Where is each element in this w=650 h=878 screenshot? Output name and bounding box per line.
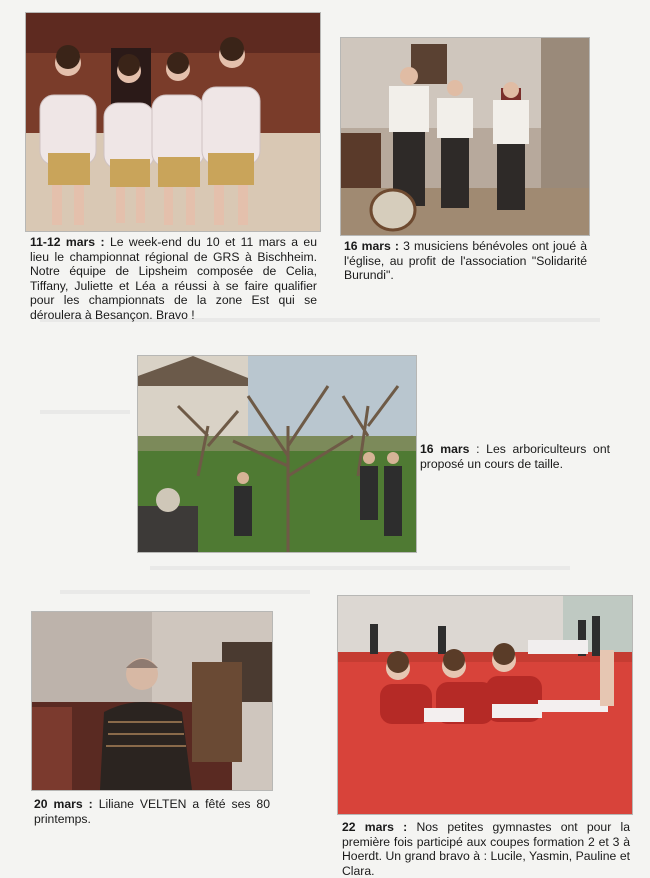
caption-text: : Les arboriculteurs ont proposé un cours de taille. [420, 442, 610, 471]
caption-musicians-church [344, 239, 587, 283]
caption-80th-birthday [34, 797, 270, 826]
arborists-pruning-class-photo [138, 356, 416, 552]
show-through-line [60, 590, 310, 594]
caption-date: 16 mars [420, 442, 470, 456]
birthday-portrait-photo [32, 612, 272, 790]
gymnasts-team-photo [26, 13, 320, 231]
show-through-line [150, 566, 570, 570]
caption-gymnasts-championship [30, 235, 317, 323]
caption-text: Liliane VELTEN a fêté ses 80 printemps. [34, 797, 270, 826]
caption-text: Le week-end du 10 et 11 mars a eu lieu le championnat régional de GRS à Bischheim. Notre équipe de Lipsheim composée de Celia, Tiffany, Juliette et Léa a réussi à se faire qualifier pour les championnats de la zone Est qui se déroulera à Besançon. Bravo ! [30, 235, 317, 322]
caption-date: 11-12 mars : [30, 235, 105, 249]
show-through-line [40, 410, 130, 414]
young-gymnasts-photo [338, 596, 632, 814]
church-musicians-photo [341, 38, 589, 235]
caption-text: Nos petites gymnastes ont pour la première fois participé aux coupes formation 2 et 3 à Hoerdt. Un grand bravo à : Lucile, Yasmin, Pauline et Clara. [342, 820, 630, 878]
caption-arborists-pruning [420, 442, 610, 471]
caption-date: 22 mars : [342, 820, 408, 834]
caption-young-gymnasts-hoerdt [342, 820, 630, 878]
caption-date: 16 mars : [344, 239, 399, 253]
caption-text: 3 musiciens bénévoles ont joué à l'église, au profit de l'association "Solidarité Burundi". [344, 239, 587, 283]
caption-date: 20 mars : [34, 797, 93, 811]
